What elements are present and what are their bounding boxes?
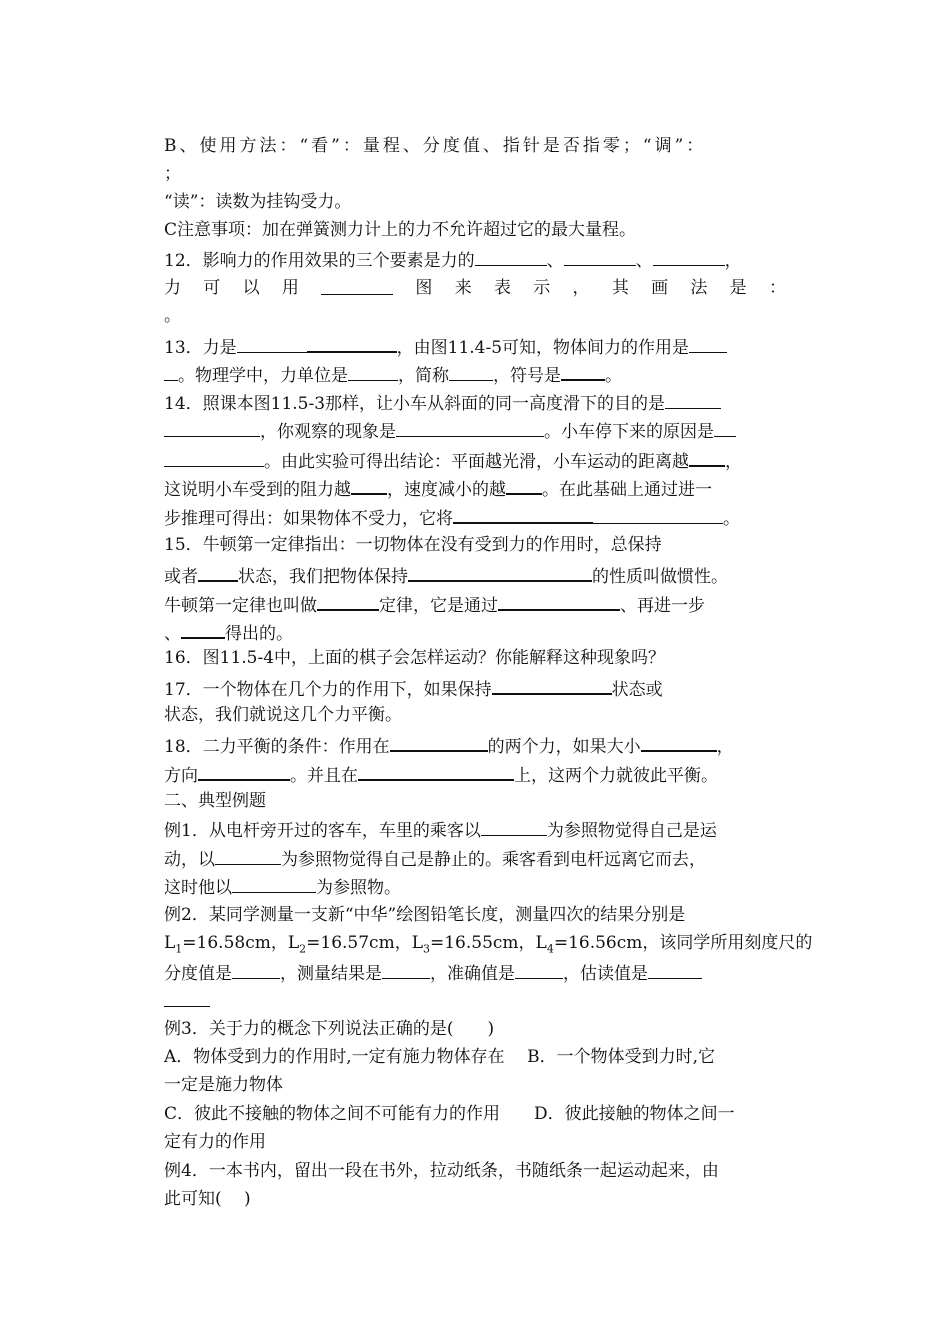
blank [321, 276, 393, 295]
text-line [164, 134, 706, 158]
text: 、再进一步 [620, 596, 705, 616]
text: 来 [454, 278, 472, 298]
text: ，由图11.4-5可知，物体间力的作用是 [396, 338, 690, 358]
text: 。小车停下来的原因是 [544, 422, 714, 442]
question-14-line4 [164, 475, 712, 502]
text: 这说明小车受到的阻力越 [164, 480, 351, 500]
text: 、 [164, 624, 181, 644]
text: ，简称 [398, 366, 449, 386]
text: 二、典型例题 [164, 791, 266, 811]
text: 这时他以 [164, 878, 232, 898]
text: 的性质叫做惯性。 [592, 567, 728, 587]
blank [481, 817, 547, 836]
text: C注意事项：加在弹簧测力计上的力不允许超过它的最大量程。 [164, 220, 637, 240]
blank [390, 732, 488, 752]
text-line [164, 304, 181, 328]
blank [449, 362, 493, 381]
blank [396, 418, 544, 437]
question-15-line4 [164, 619, 293, 646]
example-1 [164, 817, 717, 843]
blank [665, 390, 721, 409]
text: 牛顿第一定律也叫做 [164, 596, 317, 616]
text: =16.58cm，L [182, 933, 300, 953]
text: 分度值是 [164, 964, 232, 984]
blank [307, 333, 397, 353]
text: 。并且在 [290, 766, 358, 786]
question-13-line2 [164, 361, 622, 388]
text: 以 [242, 278, 260, 298]
text: A．物体受到力的作用时,一定有施力物体存在 B．一个物体受到力时,它 [164, 1047, 715, 1067]
text: 。 [605, 366, 622, 386]
question-12: 12．影响力的作用效果的三个要素是力的 、 、 ， [164, 247, 742, 273]
text: 其 [611, 278, 629, 298]
blank [564, 247, 636, 266]
question-14 [164, 390, 721, 416]
text: ， [725, 452, 742, 472]
blank [689, 447, 725, 467]
text: 一定是施力物体 [164, 1075, 283, 1095]
text: ， [716, 737, 734, 757]
text: 此可知( ) [164, 1189, 251, 1209]
question-16 [164, 646, 665, 670]
text: 例4．一本书内，留出一段在书外，拉动纸条，书随纸条一起运动起来，由 [164, 1161, 719, 1181]
text: 。在此基础上通过进一 [542, 480, 712, 500]
question-14-line5 [164, 504, 740, 531]
question-17-line2 [164, 703, 402, 727]
text: L [164, 933, 176, 953]
text: 步推理可得出：如果物体不受力，它将 [164, 509, 453, 529]
example-1-line3 [164, 874, 401, 900]
text: 18．二力平衡的条件：作用在 [164, 737, 390, 757]
text: 14．照课本图11.5-3那样，让小车从斜面的同一高度滑下的目的是 [164, 394, 666, 414]
subscript: 1 [175, 942, 183, 956]
text: 可 [203, 278, 221, 298]
example-3 [164, 1017, 494, 1041]
text: ，你观察的现象是 [260, 422, 396, 442]
text: 。物理学中，力单位是 [178, 366, 348, 386]
blank [351, 475, 387, 495]
blank [164, 988, 210, 1007]
text: 画 [651, 278, 669, 298]
text: 用 [281, 278, 299, 298]
text: 。由此实验可得出结论：平面越光滑，小车运动的距离越 [264, 452, 689, 472]
text: 15．牛顿第一定律指出：一切物体在没有受到力的作用时，总保持 [164, 535, 662, 555]
blank [641, 732, 717, 752]
blank [714, 418, 736, 437]
example-3-option-ab [164, 1045, 715, 1069]
text: 例1．从电杆旁开过的客车，车里的乘客以 [164, 821, 481, 841]
text: ，符号是 [493, 366, 561, 386]
text: 状态或 [611, 680, 663, 700]
blank [198, 562, 238, 582]
blank [689, 334, 727, 353]
example-2-line3 [164, 960, 702, 986]
question-12-line2 [164, 276, 786, 300]
text: 方向 [164, 766, 198, 786]
question-15 [164, 533, 662, 557]
blank [453, 504, 593, 524]
text: 示 [533, 278, 551, 298]
blank [237, 334, 307, 353]
blank [232, 874, 316, 893]
text: 力 [164, 278, 181, 298]
text: ，测量结果是 [280, 964, 382, 984]
blank [408, 562, 592, 582]
subscript: 3 [422, 942, 430, 956]
text: ： [768, 278, 786, 298]
text: 为参照物觉得自己是运 [546, 821, 717, 841]
text: 为参照物。 [316, 878, 401, 898]
blank [498, 591, 620, 611]
blank [317, 591, 379, 611]
text: 。 [723, 509, 740, 529]
blank [164, 448, 264, 467]
example-2-line2 [164, 931, 812, 961]
text: 13．力是 [164, 338, 237, 358]
blank [593, 505, 723, 524]
text: B、使用方法：“看”：量程、分度值、指针是否指零；“调”： [164, 136, 707, 156]
blank [382, 960, 430, 979]
blank [164, 418, 260, 437]
example-3-option-cd [164, 1102, 735, 1126]
blank [215, 846, 281, 865]
text: 。 [164, 306, 181, 326]
blank [232, 960, 280, 979]
blank [561, 361, 605, 381]
example-3-option-d-cont [164, 1130, 266, 1154]
blank [492, 675, 612, 695]
text: 定律，它是通过 [379, 596, 498, 616]
text: =16.57cm，L [306, 933, 423, 953]
text: ， [572, 278, 590, 298]
text: =16.56cm，该同学所用刻度尺的 [553, 933, 813, 953]
text: C．彼此不接触的物体之间不可能有力的作用 D．彼此接触的物体之间一 [164, 1104, 735, 1124]
question-18-line2 [164, 761, 718, 788]
blank [506, 475, 542, 495]
text: 例2．某同学测量一支新“中华”绘图铅笔长度，测量四次的结果分别是 [164, 905, 686, 925]
text: 图 [415, 278, 433, 298]
blank [475, 247, 547, 266]
text: 是 [729, 278, 747, 298]
subscript: 4 [546, 942, 554, 956]
text: 动，以 [164, 850, 215, 870]
text: 例3．关于力的概念下列说法正确的是( ) [164, 1019, 495, 1039]
text: 状态，我们把物体保持 [238, 567, 408, 587]
blank [181, 619, 225, 639]
text: 12．影响力的作用效果的三个要素是力的 [164, 251, 475, 271]
text: 为参照物觉得自己是静止的。乘客看到电杆远离它而去， [281, 850, 706, 870]
blank [648, 960, 702, 979]
example-2 [164, 903, 685, 927]
text: 状态，我们就说这几个力平衡。 [164, 705, 402, 725]
text-line [164, 190, 351, 214]
question-15-line2 [164, 562, 728, 589]
text: 或者 [164, 567, 198, 587]
example-4-line2 [164, 1187, 251, 1211]
question-14-line3 [164, 447, 742, 474]
text: 上，这两个力就彼此平衡。 [514, 766, 718, 786]
text: 得出的。 [225, 624, 293, 644]
blank [358, 761, 514, 781]
text: 的两个力，如果大小 [487, 737, 641, 757]
question-13 [164, 333, 727, 360]
example-4 [164, 1159, 719, 1183]
blank [653, 247, 725, 266]
blank [198, 761, 290, 781]
blank [348, 362, 398, 381]
question-15-line3 [164, 591, 705, 618]
text: ； [164, 164, 181, 184]
text: ，准确值是 [430, 964, 515, 984]
section-heading [164, 789, 266, 813]
text: 表 [493, 278, 511, 298]
question-18 [164, 732, 734, 759]
example-1-line2 [164, 846, 706, 872]
text-line [164, 218, 636, 242]
blank [164, 362, 178, 381]
text: “读”：读数为挂钩受力。 [164, 192, 352, 212]
text: =16.55cm，L [429, 933, 547, 953]
example-2-line4 [164, 988, 210, 1014]
example-3-option-b-cont [164, 1073, 283, 1097]
question-17 [164, 675, 663, 702]
text: ，速度减小的越 [387, 480, 506, 500]
question-14-line2 [164, 418, 736, 444]
text: 16．图11.5-4中，上面的棋子会怎样运动？你能解释这种现象吗？ [164, 648, 666, 668]
text: 法 [690, 278, 708, 298]
text: 17．一个物体在几个力的作用下，如果保持 [164, 680, 492, 700]
text: 定有力的作用 [164, 1132, 266, 1152]
text: ，估读值是 [563, 964, 648, 984]
blank [515, 960, 563, 979]
text-line [164, 162, 181, 186]
subscript: 2 [299, 942, 307, 956]
